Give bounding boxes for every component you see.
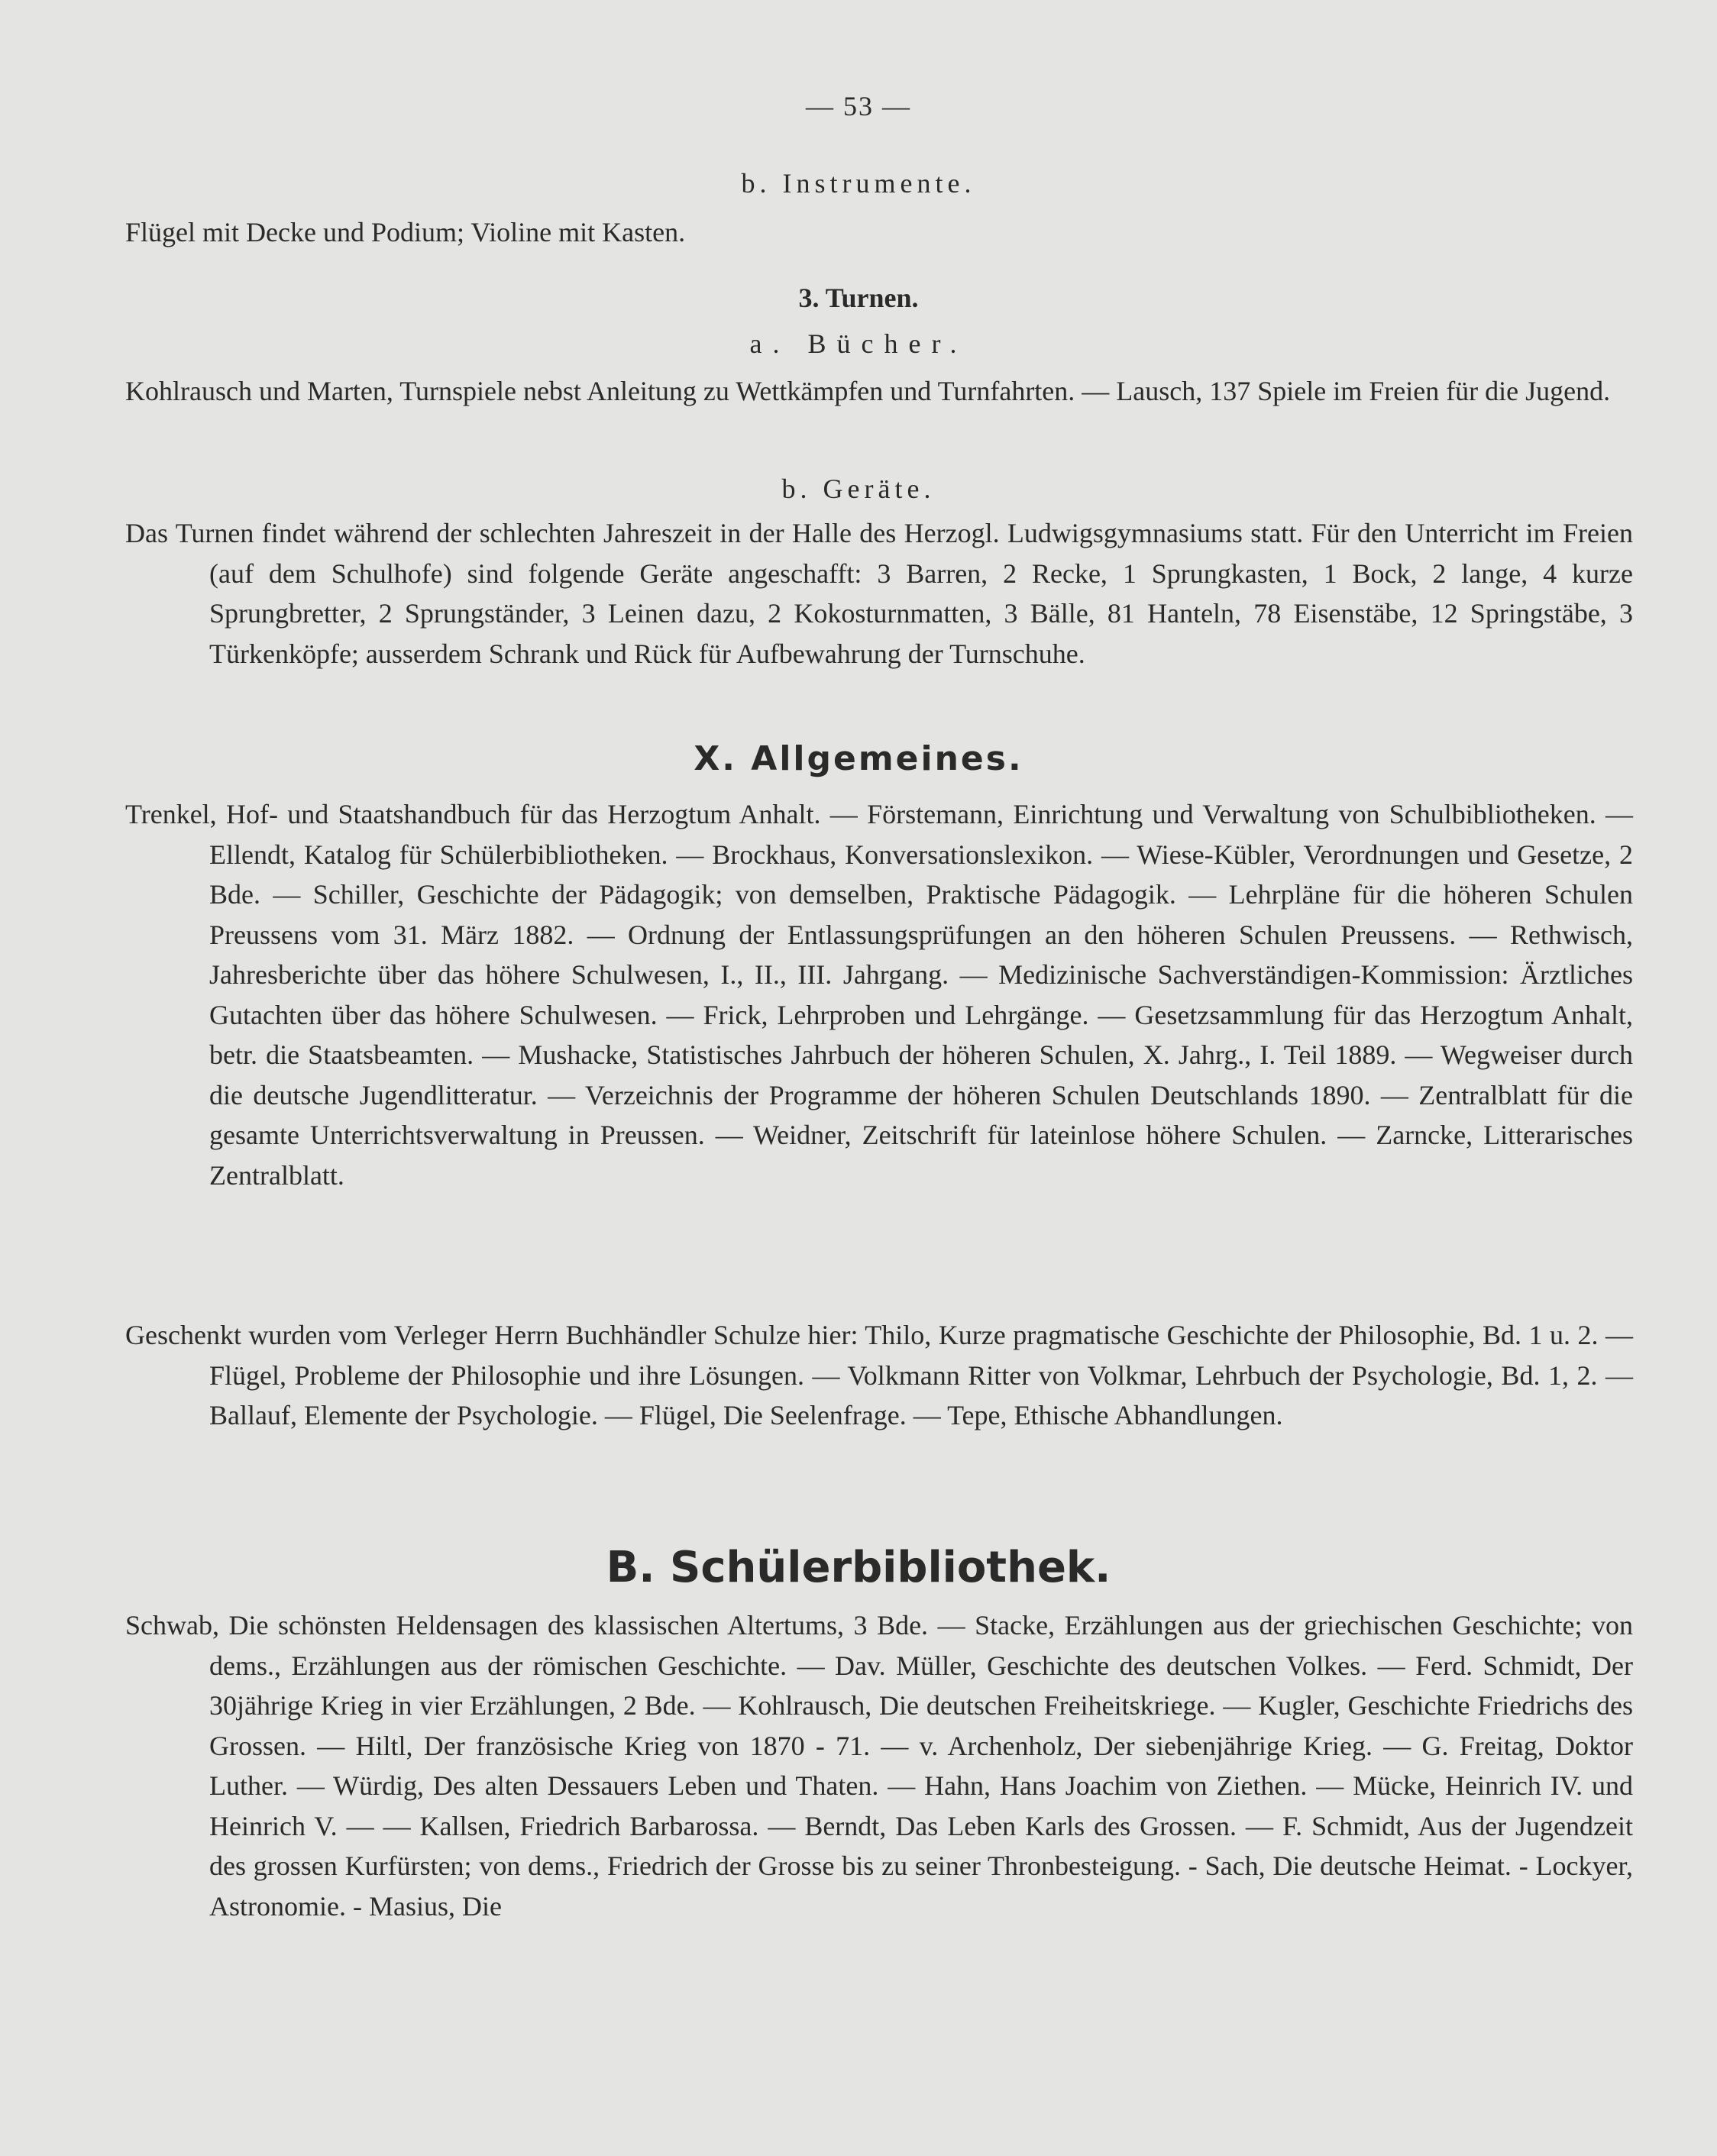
- schuelerbibliothek-text: Schwab, Die schönsten Heldensagen des klassischen Altertums, 3 Bde. — Stacke, Erzählungen aus der griechischen Geschichte; von dems., Erzählungen aus der römischen Geschichte. — Dav. Müller, Geschichte des deutschen Volkes. — Ferd. Schmidt, Der 30jährige Krieg in vier Erzählungen, 2 Bde. — Kohlrausch, Die deutschen Freiheitskriege. — Kugler, Geschichte Friedrichs des Grossen. — Hiltl, Der französische Krieg von 1870 - 71. — v. Archenholz, Der siebenjährige Krieg. — G. Freitag, Doktor Luther. — Würdig, Des alten Dessauers Leben und Thaten. — Hahn, Hans Joachim von Ziethen. — Mücke, Heinrich IV. und Heinrich V. — — Kallsen, Friedrich Barbarossa. — Berndt, Das Leben Karls des Grossen. — F. Schmidt, Aus der Jugendzeit des grossen Kurfürsten; von dems., Friedrich der Grosse bis zu seiner Thronbesteigung. - Sach, Die deutsche Heimat. - Lockyer, Astronomie. - Masius, Die: [125, 1610, 1633, 1922]
- section-schuelerbibliothek-heading: B. Schülerbibliothek.: [606, 1543, 1111, 1592]
- instrumente-heading: b. Instrumente.: [741, 168, 976, 199]
- geschenkt-text: Geschenkt wurden vom Verleger Herrn Buchhändler Schulze hier: Thilo, Kurze pragmatische Geschichte der Philosophie, Bd. 1 u. 2. — Flügel, Probleme der Philosophie und ihre Lösungen. — Volkmann Ritter von Volkmar, Lehrbuch der Psychologie, Bd. 1, 2. — Ballauf, Elemente der Psychologie. — Flügel, Die Seelenfrage. — Tepe, Ethische Abhandlungen.: [125, 1320, 1633, 1430]
- section-allgemeines-heading: X. Allgemeines.: [694, 739, 1023, 778]
- geraete-heading: b. Geräte.: [781, 474, 936, 504]
- instrumente-text: Flügel mit Decke und Podium; Violine mit Kasten.: [125, 217, 686, 247]
- turnen-heading: 3. Turnen.: [798, 283, 919, 313]
- page-number: — 53 —: [806, 91, 911, 121]
- allgemeines-text: Trenkel, Hof- und Staatshandbuch für das Herzogtum Anhalt. — Förstemann, Einrichtung und Verwaltung von Schulbibliotheken. — Ellendt, Katalog für Schülerbibliotheken. — Brockhaus, Konversationslexikon. — Wiese-Kübler, Verordnungen und Gesetze, 2 Bde. — Schiller, Geschichte der Pädagogik; von demselben, Praktische Pädagogik. — Lehrpläne für die höheren Schulen Preussens vom 31. März 1882. — Ordnung der Entlassungsprüfungen an den höheren Schulen Preussens. — Rethwisch, Jahresberichte über das höhere Schulwesen, I., II., III. Jahrgang. — Medizinische Sachverständigen-Kommission: Ärztliches Gutachten über das höhere Schulwesen. — Frick, Lehrproben und Lehrgänge. — Gesetzsammlung für das Herzogtum Anhalt, betr. die Staatsbeamten. — Mushacke, Statistisches Jahrbuch der höheren Schulen, X. Jahrg., I. Teil 1889. — Wegweiser durch die deutsche Jugendlitteratur. — Verzeichnis der Programme der höheren Schulen Deutschlands 1890. — Zentralblatt für die gesamte Unterrichtsverwaltung in Preussen. — Weidner, Zeitschrift für lateinlose höhere Schulen. — Zarncke, Litterarisches Zentralblatt.: [125, 799, 1633, 1191]
- buecher-text: Kohlrausch und Marten, Turnspiele nebst Anleitung zu Wettkämpfen und Turnfahrten. — Lausch, 137 Spiele im Freien für die Jugend.: [125, 376, 1611, 406]
- buecher-heading: a. Bücher.: [749, 328, 968, 359]
- geraete-text: Das Turnen findet während der schlechten Jahreszeit in der Halle des Herzogl. Ludwigsgymnasiums statt. Für den Unterricht im Freien (auf dem Schulhofe) sind folgende Geräte angeschafft: 3 Barren, 2 Recke, 1 Sprungkasten, 1 Bock, 2 lange, 4 kurze Sprungbretter, 2 Sprungständer, 3 Leinen dazu, 2 Kokosturnmatten, 3 Bälle, 81 Hanteln, 78 Eisenstäbe, 12 Springstäbe, 3 Türkenköpfe; ausserdem Schrank und Rück für Aufbewahrung der Turnschuhe.: [125, 518, 1633, 669]
